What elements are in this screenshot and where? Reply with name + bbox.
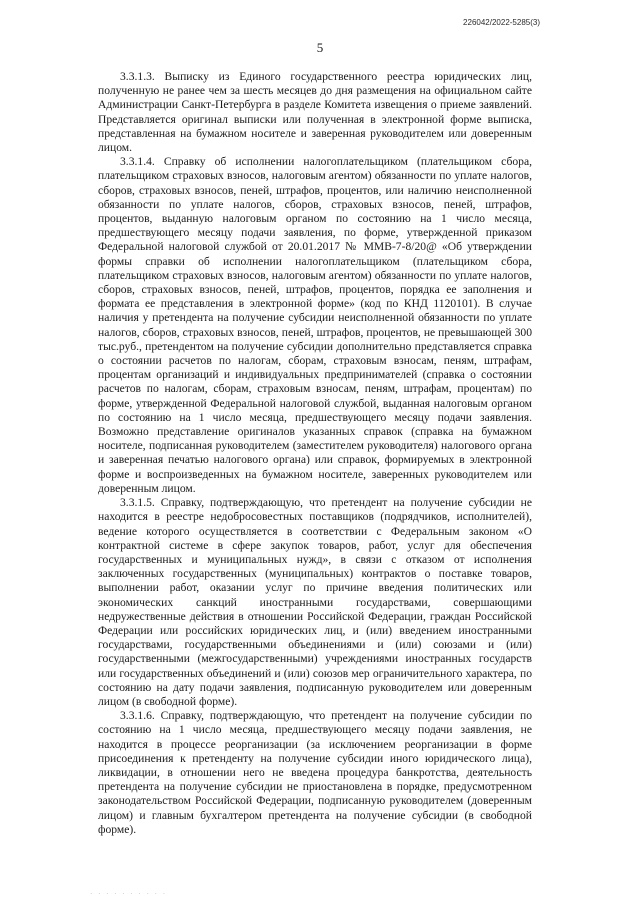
paragraph-3-3-1-5: 3.3.1.5. Справку, подтверждающую, что претендент на получение субсидии не находится в реестре недобросовестных поставщиков (подрядчиков, исполнителей), ведение которого осуществляется в соответствии с Федеральным законом «О контрактной системе в сфере закупок товаров, работ, услуг для обеспечения государственных и муниципальных нужд», в связи с отказом от исполнения заключенных государственных (муниципальных) контрактов о поставке товаров, выполнении работ, оказании услуг по причине введения политических или экономических санкций иностранными государствами, совершающими недружественные действия в отношении Российской Федерации, граждан Российской Федерации или российских юридических лиц, и (или) введением иностранными государствами, государственными объединениями и (или) союзами и (или) государственными (межгосударственными) учреждениями иностранных государств или государственных объединений и (или) союзов мер ограничительного характера, по состоянию на дату подачи заявления, подписанную руководителем или доверенным лицом (в свободной форме). [98, 496, 532, 708]
paragraph-3-3-1-4: 3.3.1.4. Справку об исполнении налогоплательщиком (плательщиком сбора, плательщиком страховых взносов, налоговым агентом) обязанности по уплате налогов, сборов, страховых взносов, пеней, штрафов, процентов, или наличию неисполненной обязанности по уплате налогов, сборов, страховых взносов, пеней, штрафов, процентов, выданную налоговым органом по состоянию на 1 число месяца, предшествующего месяцу подачи заявления, по форме, утвержденной приказом Федеральной налоговой службой от 20.01.2017 № ММВ-7-8/20@ «Об утверждении формы справки об исполнении налогоплательщиком (плательщиком сбора, плательщиком страховых взносов, налоговым агентом) обязанности по уплате налогов, сборов, страховых взносов, пеней, штрафов, процентов, порядка ее заполнения и формата ее представления в электронной форме» (код по КНД 1120101). В случае наличия у претендента на получение субсидии неисполненной обязанности по уплате налогов, сборов, страховых взносов, пеней, штрафов, процентов, не превышающей 300 тыс.руб., претендентом на получение субсидии дополнительно представляется справка о состоянии расчетов по налогам, сборам, страховым взносам, пеням, штрафам, процентам организаций и индивидуальных предпринимателей (справка о состоянии расчетов по налогам, сборам, страховым взносам, пеням, штрафам, процентам) по форме, утвержденной Федеральной налоговой службой, выданная налоговым органом по состоянию на 1 число месяца, предшествующего месяцу подачи заявления. Возможно представление оригиналов указанных справок (справка на бумажном носителе, подписанная руководителем (заместителем руководителя) налогового органа и заверенная печатью налогового органа) или справок, формируемых в электронной форме и воспроизведенных на бумажном носителе, заверенных руководителем или доверенным лицом. [98, 155, 532, 495]
page-number: 5 [316, 40, 324, 55]
document-body [98, 70, 532, 837]
paragraph-3-3-1-6: 3.3.1.6. Справку, подтверждающую, что претендент на получение субсидии по состоянию на 1 число месяца, предшествующего месяцу подачи заявления, не находится в процессе реорганизации (за исключением реорганизации в форме присоединения к претенденту на получение субсидии иного юридического лица), ликвидации, в отношении него не введена процедура банкротства, деятельность претендента на получение субсидии не приостановлена в порядке, предусмотренном законодательством Российской Федерации, подписанную руководителем (доверенным лицом) и главным бухгалтером претендента на получение субсидии (в свободной форме). [98, 709, 532, 836]
document-registration-number: 226042/2022-5285(3) [463, 18, 540, 27]
paragraph-3-3-1-3: 3.3.1.3. Выписку из Единого государственного реестра юридических лиц, полученную не ранее чем за шесть месяцев до дня размещения на официальном сайте Администрации Санкт-Петербурга в разделе Комитета извещения о приеме заявлений. Представляется оригинал выписки или полученная в электронной форме выписка, представленная на бумажном носителе и заверенная руководителем или доверенным лицом. [98, 70, 532, 155]
scan-footer-artifact: · · · · · · · · · · [90, 890, 168, 898]
